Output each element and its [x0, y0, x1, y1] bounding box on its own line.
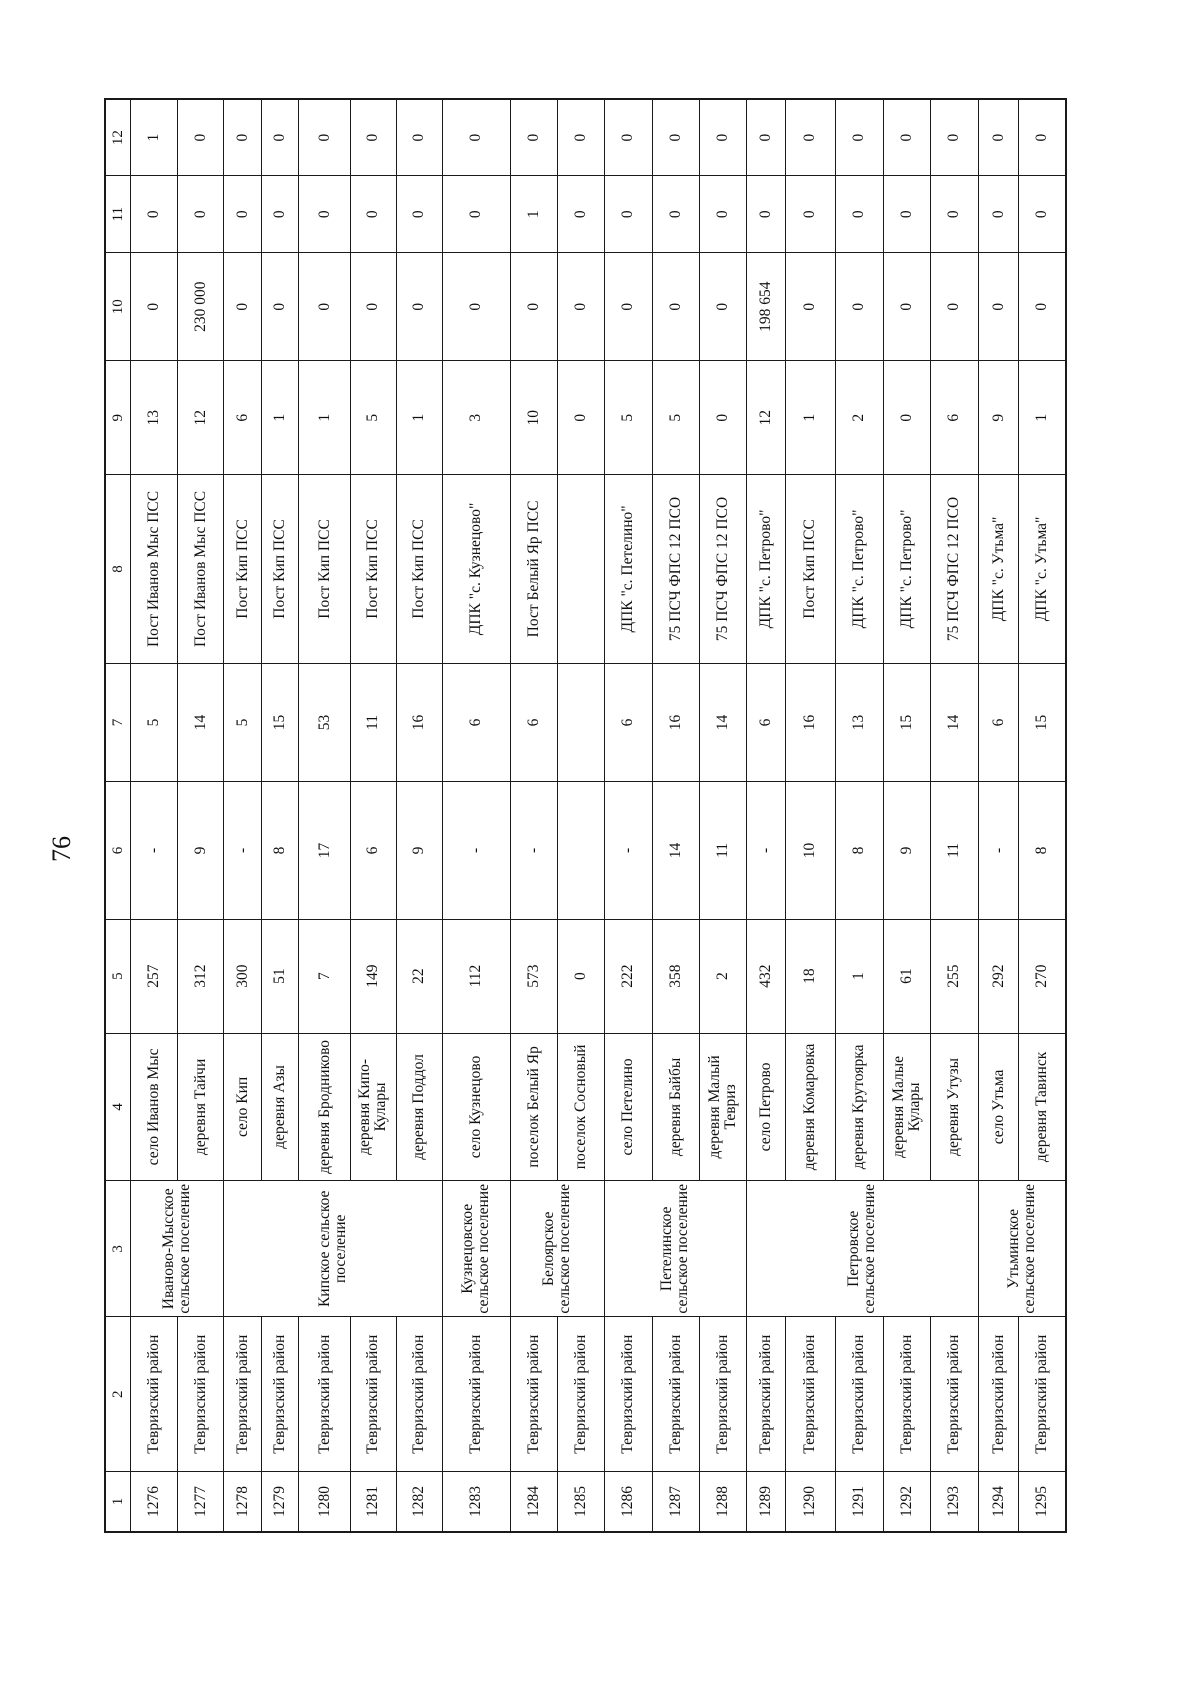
value-cell: 1 — [262, 361, 299, 475]
value-cell: 573 — [510, 919, 557, 1033]
fire-unit-cell: Пост Кип ПСС — [786, 475, 835, 663]
value-cell: 14 — [652, 782, 699, 919]
value-cell: 0 — [786, 176, 835, 253]
value-cell: 6 — [746, 663, 785, 782]
column-number: 9 — [105, 361, 131, 475]
value-cell: 0 — [350, 176, 396, 253]
fire-unit-cell: ДПК "с. Утьма" — [978, 475, 1018, 663]
fire-unit-cell: Пост Кип ПСС — [224, 475, 262, 663]
table-row — [786, 99, 835, 1532]
value-cell: 5 — [652, 361, 699, 475]
fire-unit-cell: ДПК "с. Петелино" — [604, 475, 652, 663]
row-number: 1284 — [510, 1472, 557, 1532]
value-cell: 0 — [224, 99, 262, 176]
value-cell: 1 — [1019, 361, 1066, 475]
column-number-row — [105, 99, 131, 1532]
district-cell: Тевризский район — [131, 1317, 178, 1472]
value-cell: 0 — [652, 253, 699, 361]
value-cell: 0 — [557, 361, 604, 475]
value-cell: 0 — [978, 99, 1018, 176]
fire-unit-cell: ДПК "с. Утьма" — [1019, 475, 1066, 663]
value-cell: 0 — [396, 253, 442, 361]
table-row — [510, 99, 557, 1532]
value-cell: 0 — [883, 253, 930, 361]
value-cell: 0 — [1019, 176, 1066, 253]
value-cell: 14 — [699, 663, 746, 782]
value-cell: 16 — [396, 663, 442, 782]
fire-unit-cell: Пост Кип ПСС — [299, 475, 350, 663]
value-cell: 1 — [299, 361, 350, 475]
value-cell: - — [746, 782, 785, 919]
value-cell: 0 — [604, 253, 652, 361]
locality-cell: деревня Тайчи — [178, 1033, 224, 1181]
table-row — [930, 99, 978, 1532]
value-cell: 0 — [883, 99, 930, 176]
row-number: 1280 — [299, 1472, 350, 1532]
row-number: 1276 — [131, 1472, 178, 1532]
column-number: 10 — [105, 253, 131, 361]
value-cell: 8 — [262, 782, 299, 919]
locality-cell: деревня Малые Кулары — [883, 1033, 930, 1181]
value-cell: 0 — [604, 99, 652, 176]
row-number: 1285 — [557, 1472, 604, 1532]
value-cell: 0 — [299, 176, 350, 253]
district-cell: Тевризский район — [1019, 1317, 1066, 1472]
district-cell: Тевризский район — [557, 1317, 604, 1472]
value-cell: 5 — [350, 361, 396, 475]
value-cell: 0 — [604, 176, 652, 253]
value-cell: 22 — [396, 919, 442, 1033]
value-cell: 0 — [883, 176, 930, 253]
table-row — [604, 99, 652, 1532]
column-number: 11 — [105, 176, 131, 253]
value-cell: 0 — [299, 253, 350, 361]
row-number: 1286 — [604, 1472, 652, 1532]
value-cell: 10 — [786, 782, 835, 919]
table-row — [299, 99, 350, 1532]
district-cell: Тевризский район — [746, 1317, 785, 1472]
value-cell: 11 — [350, 663, 396, 782]
value-cell: 0 — [652, 99, 699, 176]
value-cell: 230 000 — [178, 253, 224, 361]
value-cell: 0 — [178, 99, 224, 176]
row-number: 1277 — [178, 1472, 224, 1532]
settlement-cell: Иваново-Мысское сельское поселение — [131, 1181, 224, 1317]
value-cell: 9 — [978, 361, 1018, 475]
rotated-table-container — [104, 98, 1067, 1533]
value-cell: 1 — [131, 99, 178, 176]
value-cell: 0 — [178, 176, 224, 253]
row-number: 1293 — [930, 1472, 978, 1532]
fire-unit-cell: 75 ПСЧ ФПС 12 ПСО — [930, 475, 978, 663]
row-number: 1291 — [835, 1472, 883, 1532]
value-cell: 0 — [699, 253, 746, 361]
value-cell: 0 — [978, 176, 1018, 253]
value-cell: - — [131, 782, 178, 919]
locality-cell: деревня Тавинск — [1019, 1033, 1066, 1181]
district-cell: Тевризский район — [835, 1317, 883, 1472]
locality-cell: деревня Кипо-Кулары — [350, 1033, 396, 1181]
column-number: 8 — [105, 475, 131, 663]
value-cell: 0 — [224, 253, 262, 361]
district-cell: Тевризский район — [930, 1317, 978, 1472]
value-cell: 222 — [604, 919, 652, 1033]
value-cell: 0 — [442, 253, 510, 361]
table-row — [699, 99, 746, 1532]
locality-cell: деревня Поддол — [396, 1033, 442, 1181]
value-cell: 0 — [652, 176, 699, 253]
table-row — [835, 99, 883, 1532]
column-number: 7 — [105, 663, 131, 782]
value-cell: 0 — [746, 99, 785, 176]
value-cell: 61 — [883, 919, 930, 1033]
column-number: 4 — [105, 1033, 131, 1181]
settlement-cell: Петровское сельское поселение — [746, 1181, 978, 1317]
value-cell: 5 — [224, 663, 262, 782]
value-cell — [557, 782, 604, 919]
value-cell: 3 — [442, 361, 510, 475]
value-cell: 0 — [442, 176, 510, 253]
value-cell: 13 — [835, 663, 883, 782]
value-cell: 0 — [1019, 99, 1066, 176]
value-cell: 6 — [350, 782, 396, 919]
value-cell: - — [604, 782, 652, 919]
settlement-cell: Утьминское сельское поселение — [978, 1181, 1066, 1317]
row-number: 1288 — [699, 1472, 746, 1532]
value-cell: 0 — [930, 99, 978, 176]
value-cell: 1 — [510, 176, 557, 253]
row-number: 1287 — [652, 1472, 699, 1532]
column-number: 1 — [105, 1472, 131, 1532]
fire-unit-cell: ДПК "с. Кузнецово" — [442, 475, 510, 663]
row-number: 1290 — [786, 1472, 835, 1532]
locality-cell: деревня Малый Тевриз — [699, 1033, 746, 1181]
value-cell: 0 — [930, 253, 978, 361]
column-number: 3 — [105, 1181, 131, 1317]
fire-unit-cell: 75 ПСЧ ФПС 12 ПСО — [699, 475, 746, 663]
locality-cell: село Кип — [224, 1033, 262, 1181]
row-number: 1289 — [746, 1472, 785, 1532]
value-cell: 255 — [930, 919, 978, 1033]
district-cell: Тевризский район — [652, 1317, 699, 1472]
value-cell — [557, 663, 604, 782]
value-cell: 312 — [178, 919, 224, 1033]
locality-cell: село Кузнецово — [442, 1033, 510, 1181]
value-cell: 0 — [396, 176, 442, 253]
fire-unit-cell: Пост Кип ПСС — [350, 475, 396, 663]
fire-unit-cell: Пост Иванов Мыс ПСС — [178, 475, 224, 663]
value-cell: 14 — [930, 663, 978, 782]
fire-unit-cell: Пост Белый Яр ПСС — [510, 475, 557, 663]
district-cell: Тевризский район — [786, 1317, 835, 1472]
value-cell: 0 — [557, 253, 604, 361]
district-cell: Тевризский район — [178, 1317, 224, 1472]
column-number: 2 — [105, 1317, 131, 1472]
table-row — [1019, 99, 1066, 1532]
value-cell: 0 — [442, 99, 510, 176]
table-row — [224, 99, 262, 1532]
settlement-cell: Кипское сельское поселение — [224, 1181, 443, 1317]
value-cell: 0 — [835, 99, 883, 176]
value-cell: - — [510, 782, 557, 919]
table-row — [652, 99, 699, 1532]
value-cell: 0 — [557, 176, 604, 253]
value-cell: 257 — [131, 919, 178, 1033]
value-cell: 0 — [350, 253, 396, 361]
value-cell: - — [442, 782, 510, 919]
fire-unit-cell — [557, 475, 604, 663]
value-cell: 9 — [396, 782, 442, 919]
settlement-cell: Белоярское сельское поселение — [510, 1181, 604, 1317]
value-cell: 9 — [883, 782, 930, 919]
value-cell: 0 — [699, 361, 746, 475]
value-cell: 0 — [835, 176, 883, 253]
value-cell: 15 — [883, 663, 930, 782]
settlement-cell: Петелинское сельское поселение — [604, 1181, 746, 1317]
value-cell: 7 — [299, 919, 350, 1033]
page-number: 76 — [47, 836, 76, 862]
value-cell: - — [978, 782, 1018, 919]
table-row — [557, 99, 604, 1532]
value-cell: 0 — [262, 176, 299, 253]
fire-unit-cell: ДПК "с. Петрово" — [883, 475, 930, 663]
row-number: 1282 — [396, 1472, 442, 1532]
value-cell: 0 — [930, 176, 978, 253]
district-cell: Тевризский район — [510, 1317, 557, 1472]
column-number: 12 — [105, 99, 131, 176]
value-cell: 1 — [786, 361, 835, 475]
locality-cell: село Иванов Мыс — [131, 1033, 178, 1181]
row-number: 1283 — [442, 1472, 510, 1532]
value-cell: 15 — [1019, 663, 1066, 782]
district-cell: Тевризский район — [699, 1317, 746, 1472]
table-row — [442, 99, 510, 1532]
settlement-cell: Кузнецовское сельское поселение — [442, 1181, 510, 1317]
value-cell: 15 — [262, 663, 299, 782]
value-cell: 6 — [604, 663, 652, 782]
value-cell: 0 — [835, 253, 883, 361]
value-cell: 0 — [557, 919, 604, 1033]
value-cell: 0 — [883, 361, 930, 475]
value-cell: 6 — [930, 361, 978, 475]
value-cell: 8 — [1019, 782, 1066, 919]
value-cell: 5 — [131, 663, 178, 782]
value-cell: 5 — [604, 361, 652, 475]
row-number: 1295 — [1019, 1472, 1066, 1532]
locality-cell: село Петрово — [746, 1033, 785, 1181]
value-cell: 0 — [510, 253, 557, 361]
fire-unit-cell: Пост Кип ПСС — [262, 475, 299, 663]
district-cell: Тевризский район — [262, 1317, 299, 1472]
fire-unit-cell: ДПК "с. Петрово" — [746, 475, 785, 663]
row-number: 1294 — [978, 1472, 1018, 1532]
district-cell: Тевризский район — [224, 1317, 262, 1472]
value-cell: 0 — [396, 99, 442, 176]
value-cell: 198 654 — [746, 253, 785, 361]
district-cell: Тевризский район — [442, 1317, 510, 1472]
locality-cell: деревня Байбы — [652, 1033, 699, 1181]
value-cell: 16 — [786, 663, 835, 782]
value-cell: 17 — [299, 782, 350, 919]
value-cell: 270 — [1019, 919, 1066, 1033]
value-cell: 2 — [699, 919, 746, 1033]
value-cell: 0 — [786, 253, 835, 361]
value-cell: 6 — [978, 663, 1018, 782]
fire-unit-cell: Пост Кип ПСС — [396, 475, 442, 663]
table-row — [978, 99, 1018, 1532]
table-row — [131, 99, 178, 1532]
value-cell: 6 — [442, 663, 510, 782]
row-number: 1292 — [883, 1472, 930, 1532]
district-cell: Тевризский район — [396, 1317, 442, 1472]
locality-cell: деревня Бродниково — [299, 1033, 350, 1181]
fire-unit-cell: ДПК "с. Петрово" — [835, 475, 883, 663]
value-cell: 149 — [350, 919, 396, 1033]
value-cell: 1 — [835, 919, 883, 1033]
locality-cell: поселок Сосновый — [557, 1033, 604, 1181]
district-cell: Тевризский район — [883, 1317, 930, 1472]
value-cell: 0 — [557, 99, 604, 176]
value-cell: 13 — [131, 361, 178, 475]
fire-unit-cell: Пост Иванов Мыс ПСС — [131, 475, 178, 663]
fire-unit-cell: 75 ПСЧ ФПС 12 ПСО — [652, 475, 699, 663]
value-cell: 51 — [262, 919, 299, 1033]
value-cell: 10 — [510, 361, 557, 475]
locality-cell: село Петелино — [604, 1033, 652, 1181]
value-cell: 9 — [178, 782, 224, 919]
value-cell: 8 — [835, 782, 883, 919]
value-cell: 292 — [978, 919, 1018, 1033]
column-number: 5 — [105, 919, 131, 1033]
table-row — [396, 99, 442, 1532]
locality-cell: деревня Крутоярка — [835, 1033, 883, 1181]
value-cell: 14 — [178, 663, 224, 782]
value-cell: 432 — [746, 919, 785, 1033]
table-row — [746, 99, 785, 1532]
locality-cell: деревня Азы — [262, 1033, 299, 1181]
locality-cell: поселок Белый Яр — [510, 1033, 557, 1181]
value-cell: 358 — [652, 919, 699, 1033]
value-cell: 2 — [835, 361, 883, 475]
row-number: 1278 — [224, 1472, 262, 1532]
locality-cell: деревня Комаровка — [786, 1033, 835, 1181]
district-cell: Тевризский район — [604, 1317, 652, 1472]
value-cell: 0 — [131, 253, 178, 361]
locality-cell: деревня Утузы — [930, 1033, 978, 1181]
value-cell: 0 — [262, 99, 299, 176]
value-cell: 0 — [350, 99, 396, 176]
value-cell: 300 — [224, 919, 262, 1033]
value-cell: 0 — [1019, 253, 1066, 361]
value-cell: 0 — [299, 99, 350, 176]
district-cell: Тевризский район — [350, 1317, 396, 1472]
value-cell: 0 — [978, 253, 1018, 361]
locality-cell: село Утьма — [978, 1033, 1018, 1181]
table-row — [883, 99, 930, 1532]
value-cell: 6 — [510, 663, 557, 782]
table-row — [350, 99, 396, 1532]
value-cell: 11 — [699, 782, 746, 919]
value-cell: 0 — [262, 253, 299, 361]
value-cell: 11 — [930, 782, 978, 919]
row-number: 1279 — [262, 1472, 299, 1532]
value-cell: 1 — [396, 361, 442, 475]
value-cell: - — [224, 782, 262, 919]
value-cell: 16 — [652, 663, 699, 782]
settlements-table — [104, 98, 1067, 1533]
value-cell: 0 — [699, 176, 746, 253]
value-cell: 112 — [442, 919, 510, 1033]
value-cell: 0 — [786, 99, 835, 176]
value-cell: 18 — [786, 919, 835, 1033]
column-number: 6 — [105, 782, 131, 919]
value-cell: 6 — [224, 361, 262, 475]
value-cell: 0 — [224, 176, 262, 253]
value-cell: 12 — [178, 361, 224, 475]
value-cell: 0 — [699, 99, 746, 176]
row-number: 1281 — [350, 1472, 396, 1532]
value-cell: 0 — [510, 99, 557, 176]
value-cell: 0 — [746, 176, 785, 253]
value-cell: 12 — [746, 361, 785, 475]
table-row — [178, 99, 224, 1532]
table-row — [262, 99, 299, 1532]
district-cell: Тевризский район — [299, 1317, 350, 1472]
value-cell: 0 — [131, 176, 178, 253]
district-cell: Тевризский район — [978, 1317, 1018, 1472]
value-cell: 53 — [299, 663, 350, 782]
